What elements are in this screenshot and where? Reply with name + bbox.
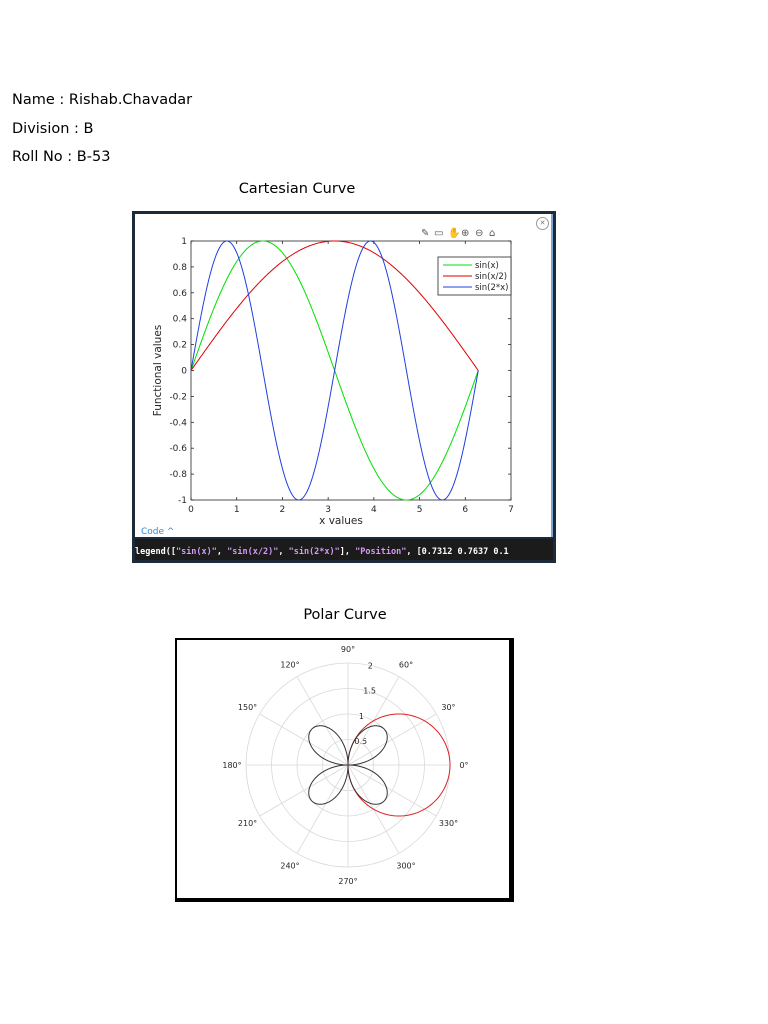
theta-grid-line-8 bbox=[297, 765, 348, 853]
theta-tick-label-4: 120° bbox=[280, 660, 300, 670]
polar-plot-area bbox=[177, 640, 509, 898]
brush-icon[interactable]: ✎ bbox=[421, 228, 430, 239]
x-tick-label-1: 1 bbox=[233, 505, 240, 515]
y-tick-label-5: 0 bbox=[181, 366, 187, 377]
theta-grid-line-4 bbox=[297, 677, 348, 765]
close-icon[interactable]: ✕ bbox=[536, 217, 549, 230]
pan-icon[interactable]: ✋ bbox=[448, 228, 461, 239]
zoom-in-icon[interactable]: ⊕ bbox=[461, 228, 470, 239]
y-tick-label-1: -0.8 bbox=[169, 470, 187, 481]
x-tick-label-2: 2 bbox=[279, 505, 286, 515]
cartesian-heading: Cartesian Curve bbox=[238, 181, 356, 197]
polar-chart bbox=[177, 640, 509, 898]
theta-tick-label-3: 90° bbox=[340, 645, 356, 654]
theta-grid-line-11 bbox=[348, 765, 436, 816]
theta-tick-label-0: 0° bbox=[459, 761, 469, 770]
zoom-out-icon[interactable]: ⊖ bbox=[475, 228, 484, 239]
y-tick-label-4: -0.2 bbox=[169, 392, 187, 403]
x-tick-label-4: 4 bbox=[370, 505, 377, 515]
polar-heading: Polar Curve bbox=[303, 607, 387, 623]
code-token-0: legend([ bbox=[135, 547, 176, 557]
code-token-5: "sin(2*x)" bbox=[288, 547, 340, 557]
cartesian-plot-area bbox=[135, 214, 553, 537]
r-tick-label-0: 0.5 bbox=[354, 736, 368, 746]
x-tick-label-6: 6 bbox=[462, 505, 469, 515]
theta-grid-line-5 bbox=[260, 714, 348, 765]
code-token-3: "sin(x/2)" bbox=[227, 547, 279, 557]
x-tick-label-3: 3 bbox=[325, 505, 332, 515]
y-tick-label-6: 0.2 bbox=[172, 340, 187, 351]
theta-tick-label-9: 270° bbox=[338, 877, 358, 886]
theta-tick-label-8: 240° bbox=[280, 861, 300, 871]
y-tick-label-10: 1 bbox=[181, 237, 187, 247]
code-toggle-link[interactable]: Code ^ bbox=[141, 527, 175, 537]
theta-tick-label-10: 300° bbox=[396, 861, 416, 871]
student-name: Name : Rishab.Chavadar bbox=[12, 92, 193, 108]
legend-label-1: sin(x/2) bbox=[475, 272, 508, 282]
code-token-7: "Position" bbox=[355, 547, 407, 557]
legend-label-0: sin(x) bbox=[475, 261, 499, 271]
polar-figure bbox=[175, 638, 514, 902]
y-axis-label: Functional values bbox=[152, 324, 164, 417]
r-tick-label-3: 2 bbox=[367, 661, 373, 671]
student-roll-no: Roll No : B-53 bbox=[12, 149, 111, 165]
y-tick-label-0: -1 bbox=[178, 496, 187, 506]
theta-tick-label-7: 210° bbox=[237, 819, 258, 828]
theta-tick-label-2: 60° bbox=[398, 660, 414, 670]
student-division: Division : B bbox=[12, 121, 94, 137]
home-icon[interactable]: ⌂ bbox=[489, 228, 496, 239]
r-tick-label-1: 1 bbox=[358, 711, 364, 721]
datatip-icon[interactable]: ▭ bbox=[434, 228, 444, 239]
y-tick-label-2: -0.6 bbox=[169, 444, 187, 455]
code-line bbox=[135, 539, 553, 560]
x-axis-label: x values bbox=[319, 515, 363, 527]
code-token-1: "sin(x)" bbox=[175, 547, 217, 557]
x-tick-label-5: 5 bbox=[416, 505, 423, 515]
y-tick-label-3: -0.4 bbox=[169, 418, 187, 429]
code-token-6: ], bbox=[339, 547, 356, 557]
code-token-2: , bbox=[216, 547, 228, 557]
cartesian-figure bbox=[132, 211, 556, 563]
theta-tick-label-5: 150° bbox=[237, 703, 258, 712]
legend-label-2: sin(2*x) bbox=[475, 283, 509, 293]
x-tick-label-0: 0 bbox=[188, 505, 194, 515]
code-token-4: , bbox=[278, 547, 289, 557]
r-tick-label-2: 1.5 bbox=[363, 686, 377, 696]
theta-tick-label-11: 330° bbox=[438, 819, 459, 828]
cartesian-chart bbox=[135, 214, 551, 537]
y-tick-label-7: 0.4 bbox=[172, 314, 187, 325]
theta-tick-label-1: 30° bbox=[441, 703, 456, 712]
y-tick-label-8: 0.6 bbox=[172, 288, 187, 299]
theta-grid-line-7 bbox=[260, 765, 348, 816]
code-token-8: , [0.7312 0.7637 0.1 bbox=[406, 547, 509, 557]
y-tick-label-9: 0.8 bbox=[172, 262, 187, 273]
theta-tick-label-6: 180° bbox=[222, 761, 242, 770]
x-tick-label-7: 7 bbox=[508, 505, 514, 515]
